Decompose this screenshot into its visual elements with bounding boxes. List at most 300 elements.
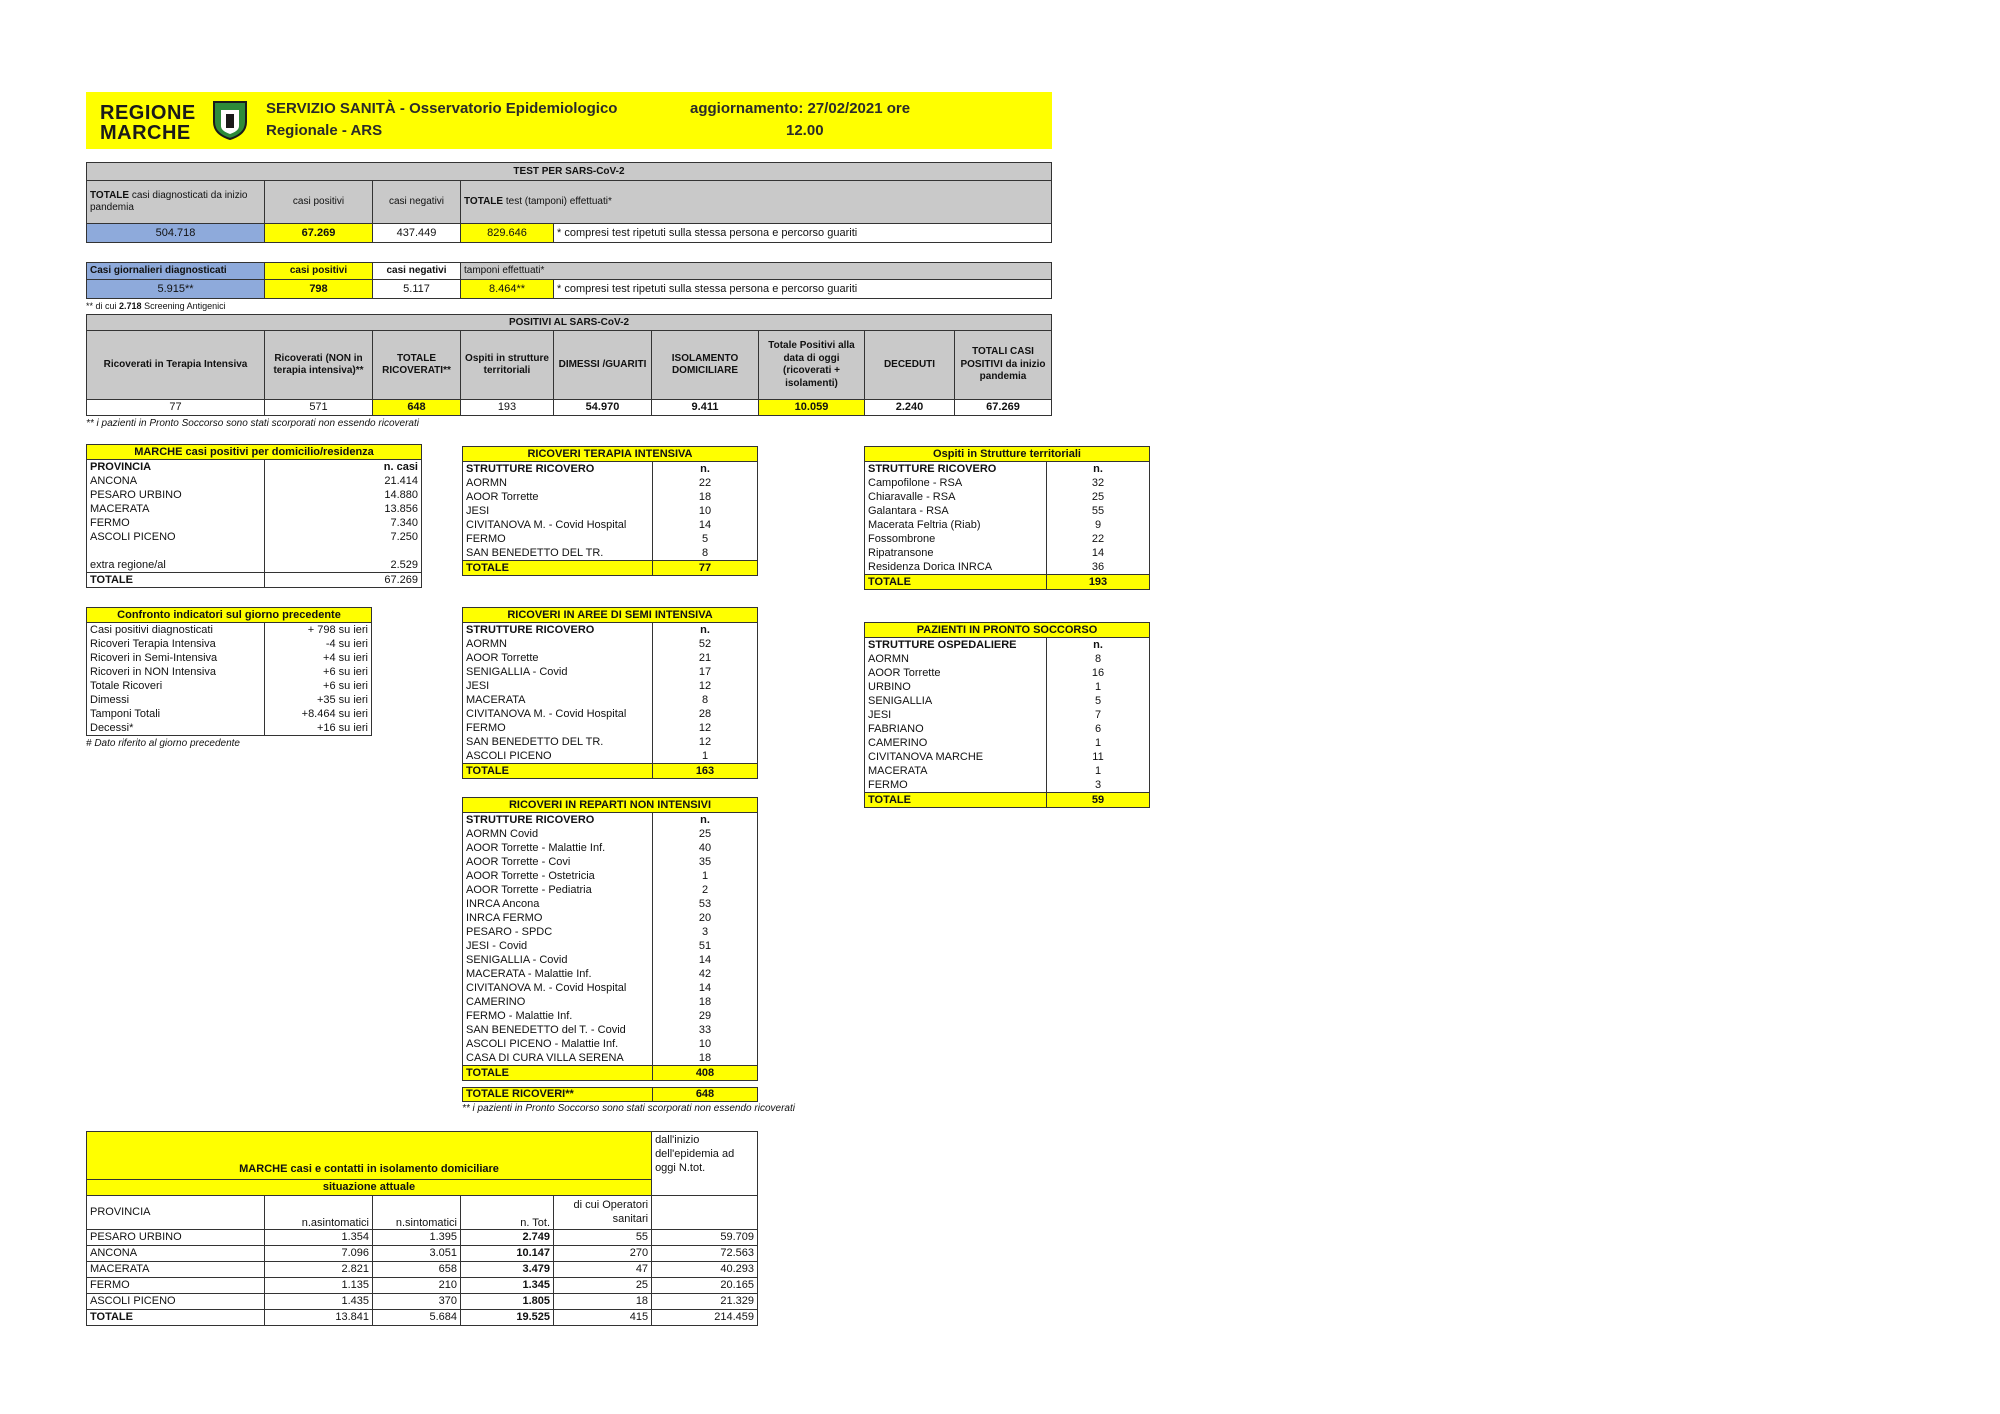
- list-title-row: [463, 798, 758, 813]
- test-col-tamp: TOTALE test (tamponi) effettuati*: [461, 181, 1052, 224]
- list-item-value: 3: [1094, 778, 1102, 791]
- list-item-name: MACERATA: [463, 693, 653, 707]
- list-item-name: PESARO URBINO: [87, 488, 265, 502]
- list-item-value: 12: [698, 735, 712, 748]
- list-item-name: Macerata Feltria (Riab): [865, 518, 1047, 532]
- isolamento-cell: 1.805: [461, 1294, 554, 1310]
- list-header-count: n.: [1093, 462, 1103, 475]
- list-item-name: AOOR Torrette: [463, 490, 653, 504]
- list-item: [463, 693, 758, 707]
- list-item: [463, 869, 758, 883]
- positivi-value-cell: 193: [461, 400, 554, 416]
- isolamento-cell: ANCONA: [87, 1246, 265, 1262]
- list-item: [463, 679, 758, 693]
- list-item-value: 35: [698, 855, 712, 868]
- list-item-name: FERMO: [865, 778, 1047, 793]
- list-header-row: [463, 813, 758, 828]
- list-item: [865, 750, 1150, 764]
- list-item-name: FERMO - Malattie Inf.: [463, 1009, 653, 1023]
- list-item-name: CAMERINO: [463, 995, 653, 1009]
- list-item: [463, 841, 758, 855]
- list-item-name: AORMN: [463, 476, 653, 490]
- list-title: RICOVERI IN REPARTI NON INTENSIVI: [463, 798, 758, 813]
- list-item: [463, 981, 758, 995]
- isolamento-cell: 5.684: [373, 1310, 461, 1326]
- list-item-name: JESI: [463, 679, 653, 693]
- isolamento-row: [87, 1262, 758, 1278]
- list-item: [463, 1009, 758, 1023]
- list-item-value: 5: [1094, 694, 1102, 707]
- list-item-name: MACERATA - Malattie Inf.: [463, 967, 653, 981]
- list-item: [463, 897, 758, 911]
- positivi-header-cell: ISOLAMENTO DOMICILIARE: [652, 331, 759, 400]
- test-note: * compresi test ripetuti sulla stessa persona e percorso guariti: [554, 224, 1052, 243]
- list-item: [865, 560, 1150, 575]
- list-item-name: AOOR Torrette - Covi: [463, 855, 653, 869]
- list-item: [463, 532, 758, 546]
- list-item-value: 16: [1091, 666, 1105, 679]
- list-item-value: 18: [698, 995, 712, 1008]
- isolamento-cell: 47: [554, 1262, 652, 1278]
- daily-col-tamp: tamponi effettuati*: [461, 263, 1052, 280]
- isolamento-col-tot: n. Tot.: [461, 1196, 554, 1230]
- list-item-name: Fossombrone: [865, 532, 1047, 546]
- list-item: [463, 707, 758, 721]
- list-total-row: [865, 575, 1150, 590]
- positivi-value-cell: 54.970: [554, 400, 652, 416]
- list-header-count: n.: [700, 462, 710, 475]
- list-item-name: Ricoveri in NON Intensiva: [87, 665, 265, 679]
- positivi-header-cell: Ricoverati (NON in terapia intensiva)**: [265, 331, 373, 400]
- isolamento-cell: 2.749: [461, 1230, 554, 1246]
- list-item-value: 25: [1091, 490, 1105, 503]
- list-item: [87, 502, 422, 516]
- isolamento-cell: 1.395: [373, 1230, 461, 1246]
- list-item-value: 10: [698, 504, 712, 517]
- isolamento-cell: 214.459: [652, 1310, 758, 1326]
- semi-intensiva-table: [462, 607, 758, 779]
- isolamento-col-asint: n.asintomatici: [265, 1196, 373, 1230]
- isolamento-cell: 18: [554, 1294, 652, 1310]
- list-item: [865, 736, 1150, 750]
- test-val-tamp: 829.646: [461, 224, 554, 243]
- list-item-value: 5: [701, 532, 709, 545]
- list-total-value: 193: [1047, 575, 1150, 590]
- list-total-row: [865, 793, 1150, 808]
- list-item-name: AOOR Torrette: [865, 666, 1047, 680]
- isolamento-row: [87, 1230, 758, 1246]
- positivi-header-cell: Ricoverati in Terapia Intensiva: [87, 331, 265, 400]
- list-title-row: [463, 447, 758, 462]
- list-item-value: 1: [1094, 764, 1102, 777]
- isolamento-cell: PESARO URBINO: [87, 1230, 265, 1246]
- isolamento-cell: 40.293: [652, 1262, 758, 1278]
- positivi-header-row: [87, 331, 1052, 400]
- isolamento-row: [87, 1278, 758, 1294]
- positivi-footnote: ** i pazienti in Pronto Soccorso sono stati scorporati non essendo ricoverati: [86, 418, 419, 429]
- list-total-label: TOTALE: [865, 575, 1047, 590]
- list-item-value: 2: [701, 883, 709, 896]
- list-item: [865, 518, 1150, 532]
- list-item: [87, 637, 372, 651]
- isolamento-cell: 10.147: [461, 1246, 554, 1262]
- list-item-name: SENIGALLIA - Covid: [463, 953, 653, 967]
- list-total-value: 67.269: [265, 573, 422, 588]
- list-title-row: [87, 608, 372, 623]
- list-item-value: 7.340: [390, 516, 418, 529]
- list-item-name: JESI: [865, 708, 1047, 722]
- isolamento-cell: 20.165: [652, 1278, 758, 1294]
- list-item-name: CIVITANOVA M. - Covid Hospital: [463, 707, 653, 721]
- daily-col-pos: casi positivi: [265, 263, 373, 280]
- service-title-line1: SERVIZIO SANITÀ - Osservatorio Epidemiologico: [266, 100, 618, 117]
- list-item-value: 12: [698, 721, 712, 734]
- list-item-value: +6 su ieri: [323, 665, 368, 678]
- list-item: [87, 530, 422, 544]
- list-item-value: 18: [698, 490, 712, 503]
- isolamento-cell: FERMO: [87, 1278, 265, 1294]
- list-item-value: 28: [698, 707, 712, 720]
- list-title: PAZIENTI IN PRONTO SOCCORSO: [865, 623, 1150, 638]
- isolamento-cell: 21.329: [652, 1294, 758, 1310]
- positivi-header-cell: DECEDUTI: [865, 331, 955, 400]
- list-item-value: 1: [701, 869, 709, 882]
- list-header-name: STRUTTURE OSPEDALIERE: [865, 638, 1047, 653]
- isolamento-cell: 3.479: [461, 1262, 554, 1278]
- isolamento-cell: 55: [554, 1230, 652, 1246]
- isolamento-cell: 270: [554, 1246, 652, 1262]
- list-item-name: Dimessi: [87, 693, 265, 707]
- list-item-name: JESI: [463, 504, 653, 518]
- test-title: TEST PER SARS-CoV-2: [87, 163, 1052, 181]
- list-item-name: SENIGALLIA: [865, 694, 1047, 708]
- list-item-name: AORMN: [463, 637, 653, 651]
- logo-text-line1: REGIONE: [100, 102, 196, 124]
- isolamento-total-row: [87, 1310, 758, 1326]
- list-total-value: 77: [653, 561, 758, 576]
- list-item: [865, 546, 1150, 560]
- list-total-label: TOTALE: [463, 561, 653, 576]
- list-item-value: 42: [698, 967, 712, 980]
- list-item: [463, 749, 758, 764]
- list-item-value: +8.464 su ieri: [301, 707, 368, 720]
- list-item-name: CIVITANOVA M. - Covid Hospital: [463, 981, 653, 995]
- list-item: [463, 827, 758, 841]
- list-header-name: STRUTTURE RICOVERO: [463, 462, 653, 477]
- list-item-value: 14: [698, 981, 712, 994]
- list-item-value: +4 su ieri: [323, 651, 368, 664]
- list-item: [87, 488, 422, 502]
- isolamento-table: [86, 1131, 758, 1326]
- list-title-row: [463, 608, 758, 623]
- confronto-footnote: # Dato riferito al giorno precedente: [86, 738, 240, 749]
- list-item-value: 51: [698, 939, 712, 952]
- list-item: [865, 722, 1150, 736]
- list-item: [463, 953, 758, 967]
- list-header-name: STRUTTURE RICOVERO: [463, 813, 653, 828]
- list-item-value: +16 su ieri: [316, 721, 368, 734]
- list-item: [463, 939, 758, 953]
- list-item: [463, 911, 758, 925]
- positivi-header-cell: Ospiti in strutture territoriali: [461, 331, 554, 400]
- isolamento-row: [87, 1294, 758, 1310]
- list-header-count: n. casi: [383, 460, 418, 473]
- list-header-row: [865, 638, 1150, 653]
- list-title-row: [87, 445, 422, 460]
- list-item-name: URBINO: [865, 680, 1047, 694]
- list-header-count: n.: [1093, 638, 1103, 651]
- list-item-name: CAMERINO: [865, 736, 1047, 750]
- list-item: [865, 764, 1150, 778]
- list-item-name: FERMO: [463, 721, 653, 735]
- totale-ricoveri-footnote: ** i pazienti in Pronto Soccorso sono stati scorporati non essendo ricoverati: [462, 1103, 795, 1114]
- positivi-value-row: [87, 400, 1052, 416]
- isolamento-side-header: dall'inizio dell'epidemia ad oggi N.tot.: [652, 1132, 758, 1196]
- list-title: MARCHE casi positivi per domicilio/residenza: [87, 445, 422, 460]
- isolamento-title: MARCHE casi e contatti in isolamento domiciliare: [87, 1132, 652, 1180]
- list-item-name: AOOR Torrette - Malattie Inf.: [463, 841, 653, 855]
- pronto-soccorso-table: [864, 622, 1150, 808]
- list-item-value: +35 su ieri: [316, 693, 368, 706]
- list-item-name: INRCA FERMO: [463, 911, 653, 925]
- list-title: Confronto indicatori sul giorno precedente: [87, 608, 372, 623]
- list-item-value: 12: [698, 679, 712, 692]
- isolamento-cell: 1.345: [461, 1278, 554, 1294]
- isolamento-cell: 7.096: [265, 1246, 373, 1262]
- list-item: [463, 855, 758, 869]
- daily-note: * compresi test ripetuti sulla stessa persona e percorso guariti: [554, 280, 1052, 299]
- list-total-label: TOTALE: [463, 764, 653, 779]
- list-item-name: ASCOLI PICENO - Malattie Inf.: [463, 1037, 653, 1051]
- daily-val-neg: 5.117: [373, 280, 461, 299]
- list-item-value: 52: [698, 637, 712, 650]
- test-col-total: TOTALE casi diagnosticati da inizio pandemia: [87, 181, 265, 224]
- list-item: [463, 1051, 758, 1066]
- list-title: RICOVERI TERAPIA INTENSIVA: [463, 447, 758, 462]
- list-item: [463, 721, 758, 735]
- isolamento-cell: 3.051: [373, 1246, 461, 1262]
- isolamento-cell: 72.563: [652, 1246, 758, 1262]
- list-item-name: Tamponi Totali: [87, 707, 265, 721]
- test-col-neg: casi negativi: [373, 181, 461, 224]
- list-header-row: [87, 460, 422, 475]
- list-item-name: extra regione/al: [87, 558, 265, 573]
- list-item: [87, 623, 372, 638]
- list-item-name: AORMN: [865, 652, 1047, 666]
- positivi-header-cell: DIMESSI /GUARITI: [554, 331, 652, 400]
- list-item-name: Casi positivi diagnosticati: [87, 623, 265, 638]
- list-header-count: n.: [700, 813, 710, 826]
- list-item-value: 21: [698, 651, 712, 664]
- list-item-name: MACERATA: [865, 764, 1047, 778]
- list-item-value: 7.250: [390, 530, 418, 543]
- totale-ricoveri-table: [462, 1087, 758, 1102]
- list-item-value: 20: [698, 911, 712, 924]
- positivi-value-cell: 648: [373, 400, 461, 416]
- list-total-label: TOTALE: [87, 573, 265, 588]
- list-header-row: [865, 462, 1150, 477]
- list-item: [463, 925, 758, 939]
- list-item-name: AOOR Torrette: [463, 651, 653, 665]
- list-item-value: 14: [698, 953, 712, 966]
- list-item-value: 3: [701, 925, 709, 938]
- list-item-value: 14: [1091, 546, 1105, 559]
- list-total-value: 408: [653, 1066, 758, 1081]
- isolamento-cell: 658: [373, 1262, 461, 1278]
- list-item: [865, 532, 1150, 546]
- list-title: Ospiti in Strutture territoriali: [865, 447, 1150, 462]
- isolamento-cell: MACERATA: [87, 1262, 265, 1278]
- positivi-value-cell: 67.269: [955, 400, 1052, 416]
- daily-val-tamp: 8.464**: [461, 280, 554, 299]
- isolamento-col-sint: n.sintomatici: [373, 1196, 461, 1230]
- list-item: [865, 504, 1150, 518]
- list-item-value: 6: [1094, 722, 1102, 735]
- logo-text-line2: MARCHE: [100, 122, 191, 144]
- list-item-value: 14: [698, 518, 712, 531]
- isolamento-cell: 370: [373, 1294, 461, 1310]
- positivi-value-cell: 9.411: [652, 400, 759, 416]
- list-item-value: 2.529: [390, 558, 418, 571]
- isolamento-cell: 2.821: [265, 1262, 373, 1278]
- test-val-neg: 437.449: [373, 224, 461, 243]
- isolamento-col-oper: di cui Operatori sanitari: [554, 1196, 652, 1230]
- list-header-name: STRUTTURE RICOVERO: [865, 462, 1047, 477]
- list-item: [865, 680, 1150, 694]
- isolamento-row: [87, 1246, 758, 1262]
- list-item-name: ASCOLI PICENO: [463, 749, 653, 764]
- list-item: [87, 693, 372, 707]
- list-item-name: ANCONA: [87, 474, 265, 488]
- list-item-name: Decessi*: [87, 721, 265, 736]
- test-val-pos: 67.269: [265, 224, 373, 243]
- list-item-value: 33: [698, 1023, 712, 1036]
- totale-ricoveri-value: 648: [653, 1088, 758, 1102]
- list-item-name: CASA DI CURA VILLA SERENA: [463, 1051, 653, 1066]
- list-total-label: TOTALE: [463, 1066, 653, 1081]
- list-item-name: SAN BENEDETTO del T. - Covid: [463, 1023, 653, 1037]
- list-title: RICOVERI IN AREE DI SEMI INTENSIVA: [463, 608, 758, 623]
- list-item: [463, 518, 758, 532]
- list-item-name: INRCA Ancona: [463, 897, 653, 911]
- list-item: [463, 637, 758, 651]
- list-header-count: n.: [700, 623, 710, 636]
- list-item-value: 8: [1094, 652, 1102, 665]
- positivi-header-cell: Totale Positivi alla data di oggi (ricoverati + isolamenti): [759, 331, 865, 400]
- list-item-name: JESI - Covid: [463, 939, 653, 953]
- list-item-name: Chiaravalle - RSA: [865, 490, 1047, 504]
- list-item: [463, 735, 758, 749]
- isolamento-blank-cell: [652, 1196, 758, 1230]
- list-item: [87, 651, 372, 665]
- list-item: [463, 476, 758, 490]
- list-item: [87, 721, 372, 736]
- list-total-value: 163: [653, 764, 758, 779]
- list-header-name: STRUTTURE RICOVERO: [463, 623, 653, 638]
- positivi-value-cell: 77: [87, 400, 265, 416]
- list-item-value: + 798 su ieri: [307, 623, 368, 636]
- list-header-row: [463, 623, 758, 638]
- list-item-name: Ripatransone: [865, 546, 1047, 560]
- list-total-row: [463, 1066, 758, 1081]
- list-item: [463, 490, 758, 504]
- service-title-line2: Regionale - ARS: [266, 122, 383, 139]
- test-val-total: 504.718: [87, 224, 265, 243]
- terapia-intensiva-table: [462, 446, 758, 576]
- list-total-row: [87, 573, 422, 588]
- list-item: [463, 995, 758, 1009]
- positivi-value-cell: 10.059: [759, 400, 865, 416]
- test-table: [86, 162, 1052, 243]
- list-item-value: 25: [698, 827, 712, 840]
- list-item-value: 11: [1092, 750, 1104, 763]
- list-item-name: PESARO - SPDC: [463, 925, 653, 939]
- list-item: [87, 558, 422, 573]
- list-item: [865, 476, 1150, 490]
- list-title-row: [865, 447, 1150, 462]
- list-item-value: 53: [698, 897, 712, 910]
- list-item: [87, 474, 422, 488]
- list-item: [865, 708, 1150, 722]
- isolamento-cell: 25: [554, 1278, 652, 1294]
- list-item-name: FERMO: [87, 516, 265, 530]
- list-item-value: [265, 544, 422, 558]
- list-item-name: Ricoveri in Semi-Intensiva: [87, 651, 265, 665]
- list-item-value: -4 su ieri: [325, 637, 368, 650]
- list-item: [865, 778, 1150, 793]
- list-item-value: 8: [701, 693, 709, 706]
- non-intensivi-table: [462, 797, 758, 1081]
- confronto-table: [86, 607, 372, 736]
- update-line1: aggiornamento: 27/02/2021 ore: [690, 100, 911, 117]
- list-item: [463, 665, 758, 679]
- isolamento-cell: 210: [373, 1278, 461, 1294]
- list-item: [463, 967, 758, 981]
- list-item: [87, 516, 422, 530]
- list-item-value: 8: [701, 546, 709, 559]
- list-item: [463, 883, 758, 897]
- list-item-name: AORMN Covid: [463, 827, 653, 841]
- positivi-value-cell: 571: [265, 400, 373, 416]
- list-item-name: CIVITANOVA M. - Covid Hospital: [463, 518, 653, 532]
- positivi-title: POSITIVI AL SARS-CoV-2: [87, 315, 1052, 331]
- list-item-value: 10: [698, 1037, 712, 1050]
- list-item-name: FERMO: [463, 532, 653, 546]
- positivi-header-cell: TOTALE RICOVERATI**: [373, 331, 461, 400]
- isolamento-cell: 59.709: [652, 1230, 758, 1246]
- list-item-value: 17: [698, 665, 712, 678]
- list-item-name: Totale Ricoveri: [87, 679, 265, 693]
- list-item-value: 21.414: [384, 474, 418, 487]
- list-item-value: 32: [1091, 476, 1105, 489]
- list-total-row: [463, 764, 758, 779]
- list-item: [87, 679, 372, 693]
- list-total-label: TOTALE: [865, 793, 1047, 808]
- list-item-name: AOOR Torrette - Ostetricia: [463, 869, 653, 883]
- list-item-name: Galantara - RSA: [865, 504, 1047, 518]
- list-total-row: [463, 561, 758, 576]
- list-header-row: [463, 462, 758, 477]
- list-item-value: 1: [1094, 736, 1102, 749]
- isolamento-cell: 415: [554, 1310, 652, 1326]
- daily-val1: 5.915**: [87, 280, 265, 299]
- isolamento-subtitle: situazione attuale: [87, 1180, 652, 1196]
- list-item-value: 36: [1091, 560, 1105, 573]
- list-item: [463, 1037, 758, 1051]
- list-total-value: 59: [1047, 793, 1150, 808]
- list-item-name: Ricoveri Terapia Intensiva: [87, 637, 265, 651]
- list-item: [87, 707, 372, 721]
